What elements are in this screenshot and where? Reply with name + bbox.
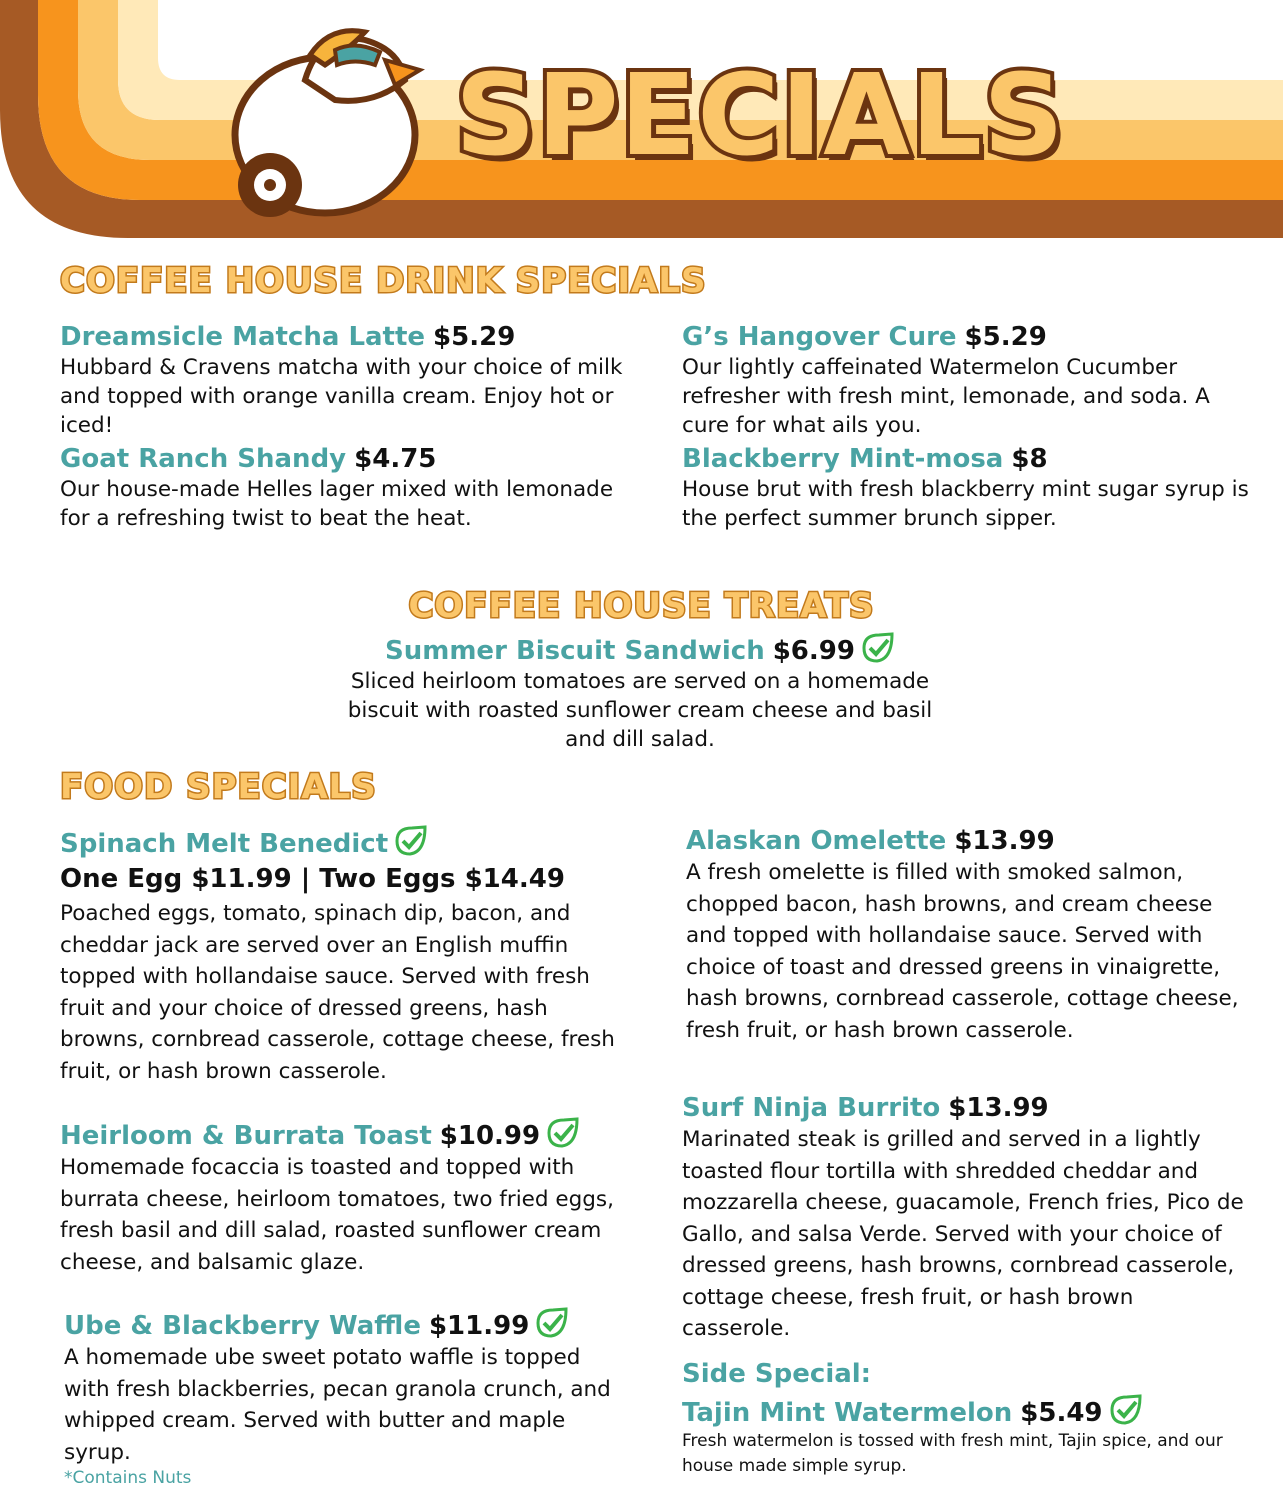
item-price: $13.99 <box>954 826 1055 856</box>
menu-item <box>60 443 630 533</box>
item-price: $11.99 <box>428 1311 530 1341</box>
vegetarian-leaf-check-icon <box>861 632 895 664</box>
item-description: Poached eggs, tomato, spinach dip, bacon, and cheddar jack are served over an English muffin topped with hollandaise sauce. Served with fresh fruit and your choice of dressed greens, hash browns, cornbread casserole, cottage cheese, fresh fruit, or hash brown casserole. <box>60 901 615 1084</box>
header-banner <box>0 0 1283 245</box>
item-name: Surf Ninja Burrito <box>682 1093 941 1123</box>
side-special-label: Side Special: <box>682 1359 872 1389</box>
item-name: Goat Ranch Shandy <box>60 444 347 474</box>
menu-item <box>686 825 1246 1046</box>
item-price: One Egg $11.99 | Two Eggs $14.49 <box>60 864 565 894</box>
menu-item <box>682 443 1252 533</box>
item-name: Ube & Blackberry Waffle <box>64 1311 421 1341</box>
vegetarian-leaf-check-icon <box>546 1117 580 1149</box>
item-name: Tajin Mint Watermelon <box>682 1398 1013 1428</box>
drinks-heading: COFFEE HOUSE DRINK SPECIALS <box>60 261 707 301</box>
treats-heading: COFFEE HOUSE TREATS <box>408 586 875 626</box>
item-name: G’s Hangover Cure <box>682 322 957 352</box>
menu-item <box>682 1358 1242 1479</box>
vegetarian-leaf-check-icon <box>394 825 428 857</box>
item-name: Dreamsicle Matcha Latte <box>60 322 426 352</box>
item-price: $5.29 <box>964 322 1047 352</box>
menu-item <box>340 632 940 754</box>
menu-item <box>60 321 630 440</box>
menu-item <box>682 321 1252 440</box>
item-description: Fresh watermelon is tossed with fresh mint, Tajin spice, and our house made simple syrup. <box>682 1431 1223 1476</box>
vegetarian-leaf-check-icon <box>535 1307 569 1339</box>
item-description: Sliced heirloom tomatoes are served on a homemade biscuit with roasted sunflower cream cheese and basil and dill salad. <box>347 669 933 752</box>
page-title: SPECIALS <box>455 51 1065 181</box>
item-name: Alaskan Omelette <box>686 826 947 856</box>
item-price: $8 <box>1011 444 1048 474</box>
item-name: Spinach Melt Benedict <box>60 829 389 859</box>
menu-item <box>60 1117 620 1278</box>
item-description: A fresh omelette is filled with smoked salmon, chopped bacon, hash browns, and cream cheese and topped with hollandaise sauce. Served with choice of toast and dressed greens in vinaigrette, hash browns, cornbread casserole, cottage cheese, fresh fruit, or hash brown casserole. <box>686 860 1239 1043</box>
item-price: $6.99 <box>772 636 855 666</box>
allergen-note: *Contains Nuts <box>64 1468 192 1488</box>
menu-item <box>60 825 620 1087</box>
item-price: $5.29 <box>433 322 516 352</box>
item-name: Heirloom & Burrata Toast <box>60 1121 432 1151</box>
item-description: Our lightly caffeinated Watermelon Cucumber refresher with fresh mint, lemonade, and soda. A cure for what ails you. <box>682 355 1210 438</box>
item-description: Homemade focaccia is toasted and topped with burrata cheese, heirloom tomatoes, two fried eggs, fresh basil and dill salad, roasted sunflower cream cheese, and balsamic glaze. <box>60 1155 614 1275</box>
item-price: $5.49 <box>1020 1398 1103 1428</box>
menu-item <box>64 1307 624 1488</box>
vegetarian-leaf-check-icon <box>1109 1394 1143 1426</box>
item-price: $10.99 <box>439 1121 541 1151</box>
item-name: Summer Biscuit Sandwich <box>385 636 765 666</box>
bird-on-egg-mascot-icon <box>225 10 425 230</box>
item-description: Our house-made Helles lager mixed with lemonade for a refreshing twist to beat the heat. <box>60 477 614 531</box>
item-description: House brut with fresh blackberry mint sugar syrup is the perfect summer brunch sipper. <box>682 477 1249 531</box>
item-name: Blackberry Mint-mosa <box>682 444 1004 474</box>
item-description: Hubbard & Cravens matcha with your choice of milk and topped with orange vanilla cream. Enjoy hot or iced! <box>60 355 623 438</box>
item-description: Marinated steak is grilled and served in a lightly toasted flour tortilla with shredded cheddar and mozzarella cheese, guacamole, French fries, Pico de Gallo, and salsa Verde. Served with your choice of dressed greens, hash browns, cornbread casserole, cottage cheese, fresh fruit, or hash brown casserole. <box>682 1127 1244 1341</box>
item-description: A homemade ube sweet potato waffle is topped with fresh blackberries, pecan granola crunch, and whipped cream. Served with butter and maple syrup. <box>64 1345 611 1465</box>
food-heading: FOOD SPECIALS <box>60 767 377 807</box>
item-price: $13.99 <box>948 1093 1049 1123</box>
menu-item <box>682 1092 1246 1345</box>
item-price: $4.75 <box>354 444 437 474</box>
